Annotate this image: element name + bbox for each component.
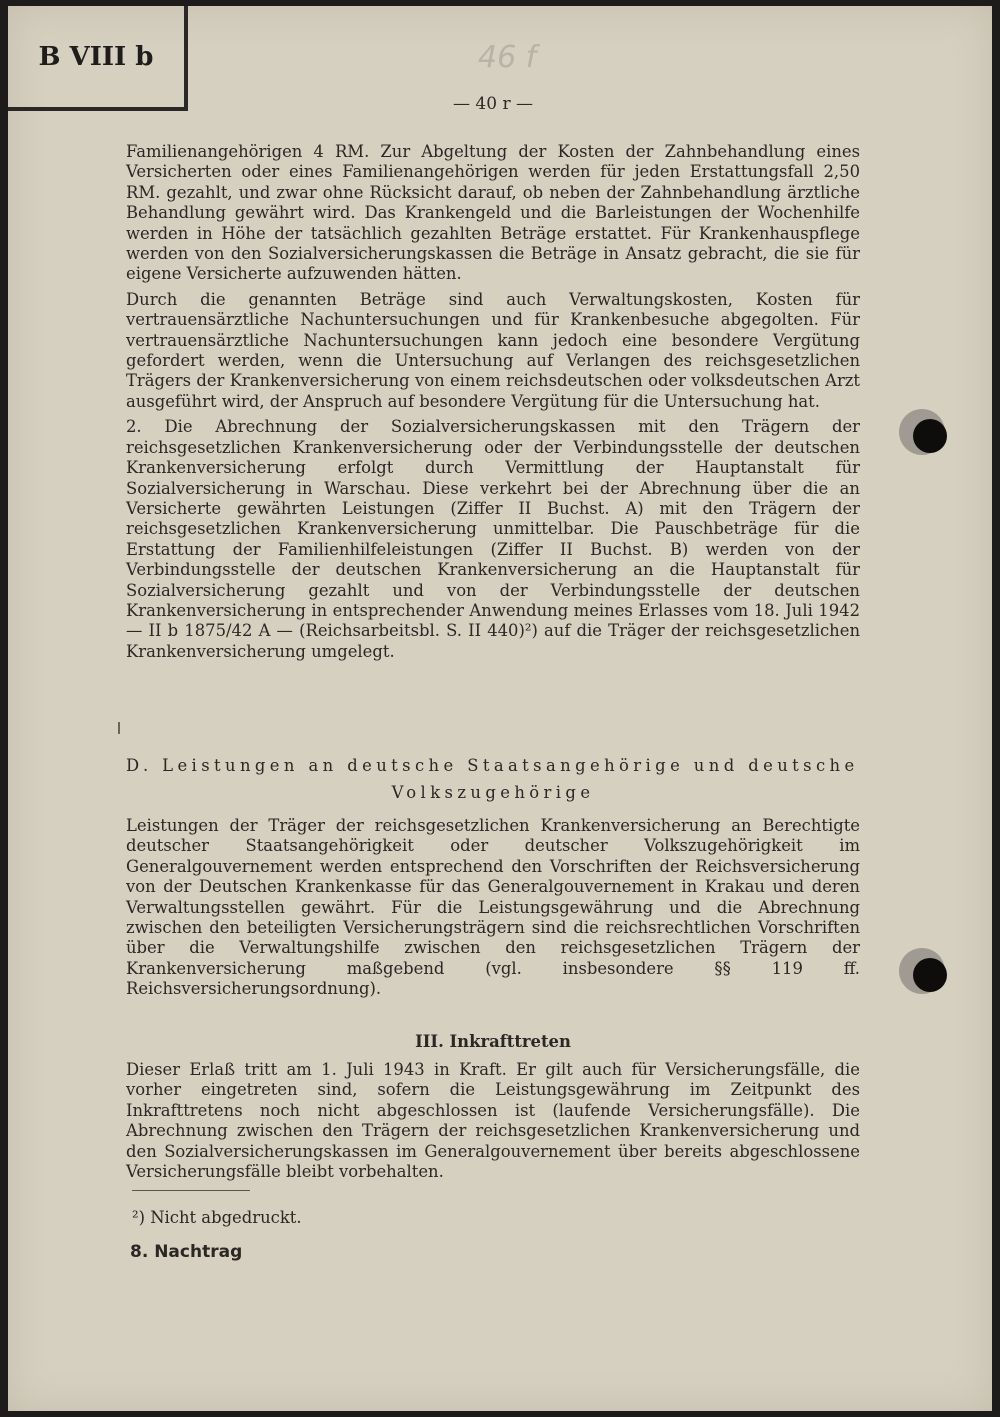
footnote-marker: ²): [132, 1208, 145, 1227]
section-d-heading: [126, 752, 860, 806]
footnote: [132, 1208, 302, 1227]
section-iii-heading: III. Inkrafttreten: [415, 1032, 571, 1051]
footnote-text: Nicht abgedruckt.: [150, 1208, 302, 1227]
section-d-body: [126, 816, 860, 1005]
section-d-text: Leistungen der Träger der reichsgesetzlichen Krankenversicherung an Berechtigte deutscher Staatsangehörigkeit oder deutscher Volkszugehörigkeit im Generalgouvernement werden entsprechend den Vorschriften der Reichsversicherung von der Deutschen Krankenkasse für das Generalgouvernement in Krakau und deren Verwaltungsstellen gewährt. Für die Leistungsgewährung und die Abrechnung zwischen den beteiligten Versicherungsträgern sind die reichsrechtlichen Vorschriften über die Verwaltungshilfe zwischen den reichsgesetzlichen Trägern der Krankenversicherung maßgebend (vgl. insbesondere §§ 119 ff. Reichsversicherungsordnung).: [126, 816, 860, 999]
page-number: — 40 r —: [453, 94, 533, 114]
section-iii-text: Dieser Erlaß tritt am 1. Juli 1943 in Kraft. Er gilt auch für Versicherungsfälle, die vorher eingetreten sind, sofern die Leistungsgewährung im Zeitpunkt des Inkrafttretens noch nicht abgeschlossen ist (laufende Versicherungsfälle). Die Abrechnung zwischen den Trägern der reichsgesetzlichen Krankenversicherung und den Sozialversicherungskassen im Generalgouvernement über bereits abgeschlossene Versicherungsfälle bleibt vorbehalten.: [126, 1060, 860, 1182]
paragraph-3: 2. Die Abrechnung der Sozialversicherungskassen mit den Trägern der reichsgesetzlichen Krankenversicherung oder der Verbindungsstelle der deutschen Krankenversicherung erfolgt durch Vermittlung der Hauptanstalt für Sozialversicherung in Warschau. Diese verkehrt bei der Abrechnung über die an Versicherte gewährten Leistungen (Ziffer II Buchst. A) mit den Trägern der reichsgesetzlichen Krankenversicherung unmittelbar. Die Pauschbeträge für die Erstattung der Familienhilfeleistungen (Ziffer II Buchst. B) werden von der Verbindungsstelle der deutschen Krankenversicherung an die Hauptanstalt für Sozialversicherung gezahlt und von der Verbindungsstelle der deutschen Krankenversicherung in entsprechender Anwendung meines Erlasses vom 18. Juli 1942 — II b 1875/42 A — (Reichsarbeitsbl. S. II 440)²) auf die Träger der reichsgesetzlichen Krankenversicherung umgelegt.: [126, 417, 860, 661]
margin-mark: [118, 722, 120, 734]
section-d-heading-line1: D. Leistungen an deutsche Staatsangehörige und deutsche: [126, 756, 859, 775]
nachtrag-label: 8. Nachtrag: [130, 1242, 243, 1262]
punch-hole-icon: [913, 419, 947, 453]
section-d-heading-line2: Volkszugehörige: [391, 783, 595, 802]
section-iii-body: [126, 1060, 860, 1187]
footnote-divider: [132, 1190, 250, 1191]
paragraph-2: Durch die genannten Beträge sind auch Verwaltungskosten, Kosten für vertrauensärztliche Nachuntersuchungen und für Krankenbesuche abgegolten. Für vertrauensärztliche Nachuntersuchungen kann jedoch eine besondere Vergütung gefordert werden, wenn die Untersuchung auf Verlangen des reichsgesetzlichen Trägers der Krankenversicherung von einem reichsdeutschen oder volksdeutschen Arzt ausgeführt wird, der Anspruch auf besondere Vergütung für die Untersuchung hat.: [126, 289, 860, 411]
pencil-annotation: 46 f: [478, 40, 537, 75]
document-page: [8, 6, 992, 1411]
body-text-top: [126, 142, 860, 667]
punch-hole-icon: [913, 958, 947, 992]
section-label: B VIII b: [8, 6, 188, 111]
paragraph-1: Familienangehörigen 4 RM. Zur Abgeltung der Kosten der Zahnbehandlung eines Versicherten oder eines Familienangehörigen werden für jeden Erstattungsfall 2,50 RM. gezahlt, und zwar ohne Rücksicht darauf, ob neben der Zahnbehandlung ärztliche Behandlung gewährt wird. Das Krankengeld und die Barleistungen der Wochenhilfe werden in Höhe der tatsächlich gezahlten Beträge erstattet. Für Krankenhauspflege werden von den Sozialversicherungskassen die Beträge in Ansatz gebracht, die sie für eigene Versicherte aufzuwenden hätten.: [126, 142, 860, 284]
